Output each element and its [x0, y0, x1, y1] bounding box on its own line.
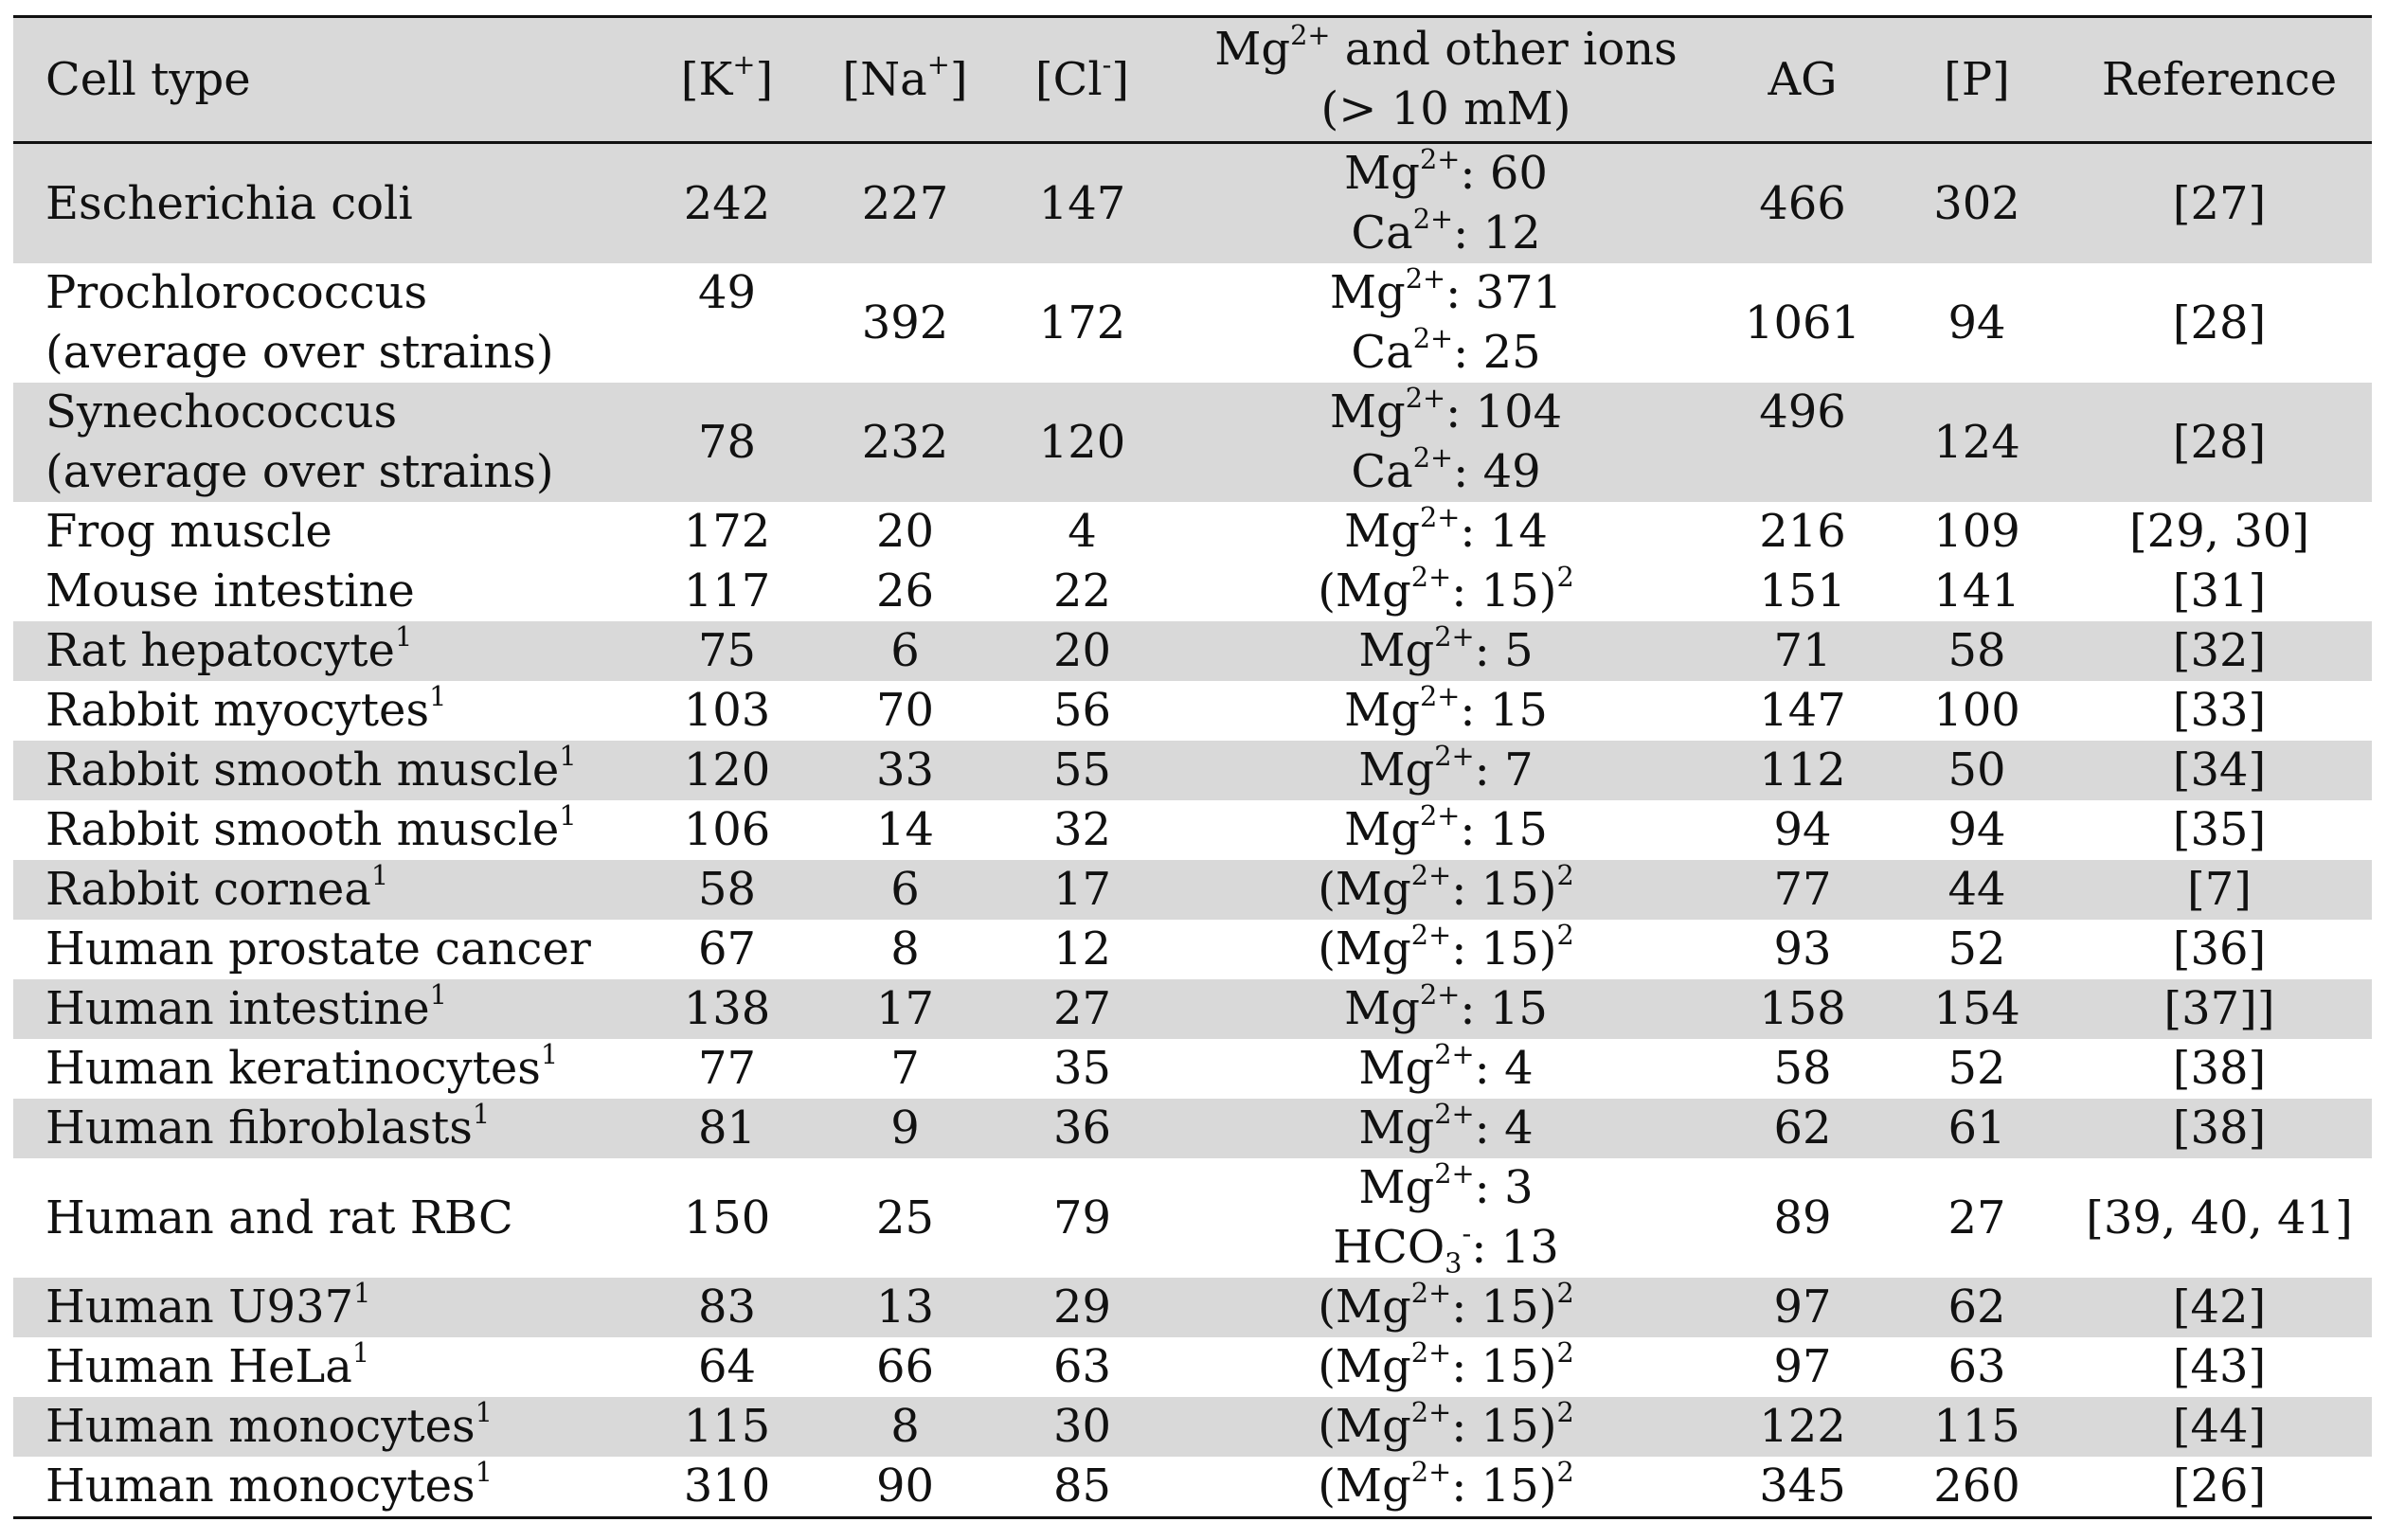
other-ions-cell — [1174, 143, 1718, 264]
potassium-cell: 58 — [697, 863, 757, 916]
cell-type-cell-line: Rat hepatocyte$^1$ — [45, 619, 413, 677]
table-row — [13, 1039, 2372, 1099]
header-sodium: [Na+] — [819, 17, 991, 143]
reference-cell: [33] — [2172, 684, 2267, 737]
other-ions-cell-line: $Mg^{2+}$: 15 — [1344, 977, 1548, 1035]
potassium-cell: 115 — [683, 1400, 771, 1453]
reference-cell: [35] — [2172, 803, 2267, 856]
chloride-cell: 29 — [1052, 1280, 1112, 1334]
cell-type-cell — [13, 383, 635, 502]
cell-type-cell — [13, 1457, 635, 1518]
other-ions-cell — [1174, 383, 1718, 502]
other-ions-cell — [1174, 1039, 1718, 1099]
cell-type-cell-line: Human $U937^1$ — [45, 1276, 371, 1334]
anion-gap-cell: 345 — [1718, 1457, 1887, 1518]
reference-cell: [44] — [2172, 1400, 2267, 1453]
reference-cell: [29, 30] — [2128, 505, 2310, 558]
other-ions-cell — [1174, 263, 1718, 383]
other-ions-cell-line: $Mg^{2+}$: 15 — [1344, 679, 1548, 737]
cell-type-cell-line: Rabbit smooth muscle$^1$ — [45, 798, 577, 856]
other-ions-cell — [1174, 979, 1718, 1039]
potassium-cell: 172 — [683, 505, 771, 558]
other-ions-cell-line: ($Mg^{2+}$: 15)$^2$ — [1318, 918, 1574, 976]
phosphate-cell: 44 — [1947, 863, 2006, 916]
cell-type-cell-line: (average over strains) — [45, 445, 554, 498]
potassium-cell: 150 — [683, 1191, 771, 1245]
phosphate-cell: 58 — [1947, 624, 2006, 677]
reference-cell: [26] — [2067, 1457, 2372, 1518]
cell-type-cell-line: Frog muscle — [45, 505, 332, 558]
other-ions-cell-line: $Mg^{2+}$: 15 — [1344, 798, 1548, 856]
anion-gap-cell: 151 — [1759, 564, 1846, 618]
cell-type-cell — [13, 1099, 635, 1158]
cell-type-cell-line: Human and rat RBC — [45, 1191, 513, 1245]
cell-type-cell — [13, 860, 635, 920]
chloride-cell: 55 — [1052, 743, 1112, 797]
cell-type-cell-line: Human prostate cancer — [45, 922, 591, 976]
table-row — [13, 1278, 2372, 1337]
cell-type-cell-line: Mouse intestine — [45, 564, 415, 618]
sodium-cell: 392 — [861, 295, 949, 349]
potassium-cell: 64 — [697, 1340, 757, 1393]
header-phosphate: [P] — [1887, 17, 2067, 143]
anion-gap-cell: 77 — [1773, 863, 1832, 916]
phosphate-cell: 100 — [1933, 684, 2020, 737]
cell-type-cell — [13, 1278, 635, 1337]
anion-gap-cell: 62 — [1773, 1101, 1832, 1155]
phosphate-cell: 115 — [1933, 1400, 2020, 1453]
chloride-cell: 30 — [1052, 1400, 1112, 1453]
cell-type-cell — [13, 502, 635, 562]
anion-gap-cell: 122 — [1759, 1400, 1846, 1453]
cell-type-cell-line: Prochlorococcus — [45, 266, 428, 319]
anion-gap-cell: 496 — [1759, 385, 1846, 439]
phosphate-cell: 50 — [1947, 743, 2006, 797]
anion-gap-cell: 466 — [1759, 176, 1846, 230]
cell-type-cell-line: Escherichia coli — [45, 176, 413, 230]
anion-gap-cell: 97 — [1773, 1280, 1832, 1334]
reference-cell: [38] — [2172, 1042, 2267, 1095]
cell-type-cell-line: Human fibroblasts$^1$ — [45, 1097, 491, 1155]
reference-cell: [27] — [2172, 176, 2267, 230]
reference-cell: [31] — [2172, 564, 2267, 618]
header-other-ions-line2: (> 10 mM) — [1320, 82, 1571, 135]
cell-type-cell-line: Human monocytes$^1$ — [45, 1395, 493, 1453]
chloride-cell: 35 — [1052, 1042, 1112, 1095]
header-other-ions-line1: $Mg^{2+}$ and other ions — [1214, 18, 1678, 76]
header-potassium: [K+] — [635, 17, 819, 143]
potassium-cell: 78 — [697, 415, 757, 469]
cell-type-cell-line: Human HeLa$^1$ — [45, 1335, 370, 1393]
anion-gap-cell: 94 — [1773, 803, 1832, 856]
anion-gap-cell: 58 — [1773, 1042, 1832, 1095]
other-ions-cell-line: $Mg^{2+}$: 4 — [1358, 1097, 1534, 1155]
other-ions-cell — [1174, 502, 1718, 562]
phosphate-cell: 109 — [1933, 505, 2020, 558]
cell-type-cell-line: Human keratinocytes$^1$ — [45, 1037, 559, 1095]
cell-type-cell — [13, 681, 635, 741]
cell-type-cell-line: Rabbit smooth muscle$^1$ — [45, 739, 577, 797]
phosphate-cell: 124 — [1933, 415, 2020, 469]
potassium-cell: 117 — [683, 564, 771, 618]
other-ions-cell-line: $Ca^{2+}$: 12 — [1351, 202, 1541, 260]
anion-gap-cell: 97 — [1773, 1340, 1832, 1393]
other-ions-cell — [1174, 1158, 1718, 1278]
table-row — [13, 143, 2372, 264]
cell-type-cell-line: Rabbit cornea$^1$ — [45, 858, 389, 916]
phosphate-cell: 260 — [1887, 1457, 2067, 1518]
anion-gap-cell: 216 — [1759, 505, 1846, 558]
other-ions-cell-line: ($Mg^{2+}$: 15)$^2$ — [1318, 858, 1574, 916]
header-cell-type: Cell type — [13, 17, 635, 143]
table-row — [13, 621, 2372, 681]
other-ions-cell-line: $Mg^{2+}$: 3 — [1358, 1156, 1534, 1214]
potassium-cell: 49 — [697, 266, 757, 319]
reference-cell: [37]] — [2163, 982, 2275, 1035]
phosphate-cell: 302 — [1933, 176, 2020, 230]
header-other-ions — [1174, 17, 1718, 143]
sodium-cell: 8 — [890, 922, 920, 976]
sodium-cell: 66 — [875, 1340, 935, 1393]
other-ions-cell — [1174, 1397, 1718, 1457]
cell-type-cell — [13, 562, 635, 621]
anion-gap-cell: 1061 — [1744, 295, 1861, 349]
reference-cell: [42] — [2172, 1280, 2267, 1334]
other-ions-cell-line: $Mg^{2+}$: 104 — [1329, 381, 1563, 439]
other-ions-cell — [1174, 1457, 1718, 1518]
cell-type-cell — [13, 979, 635, 1039]
table-row — [13, 741, 2372, 800]
phosphate-cell: 94 — [1947, 295, 2006, 349]
chloride-cell: 172 — [1038, 295, 1126, 349]
table-row — [13, 1397, 2372, 1457]
cell-type-cell-line: Synechococcus — [45, 385, 398, 439]
cell-type-cell — [13, 1158, 635, 1278]
sodium-cell: 20 — [875, 505, 935, 558]
anion-gap-cell: 158 — [1759, 982, 1846, 1035]
table-row — [13, 1337, 2372, 1397]
cell-type-cell — [13, 920, 635, 979]
table-row — [13, 263, 2372, 383]
reference-cell: [38] — [2172, 1101, 2267, 1155]
potassium-cell: 242 — [683, 176, 771, 230]
cell-type-cell — [13, 263, 635, 383]
sodium-cell: 14 — [875, 803, 935, 856]
other-ions-cell — [1174, 681, 1718, 741]
chloride-cell: 27 — [1052, 982, 1112, 1035]
phosphate-cell: 63 — [1947, 1340, 2006, 1393]
reference-cell: [36] — [2172, 922, 2267, 976]
other-ions-cell — [1174, 920, 1718, 979]
other-ions-cell — [1174, 860, 1718, 920]
other-ions-cell — [1174, 1278, 1718, 1337]
potassium-cell: 83 — [697, 1280, 757, 1334]
other-ions-cell-line: $Mg^{2+}$: 60 — [1344, 142, 1548, 200]
other-ions-cell-line: $Mg^{2+}$: 7 — [1358, 739, 1534, 797]
chloride-cell: 120 — [1038, 415, 1126, 469]
sodium-cell: 227 — [861, 176, 949, 230]
phosphate-cell: 61 — [1947, 1101, 2006, 1155]
phosphate-cell: 141 — [1933, 564, 2020, 618]
anion-gap-cell: 71 — [1773, 624, 1832, 677]
cell-type-cell — [13, 1337, 635, 1397]
sodium-cell: 6 — [890, 624, 920, 677]
potassium-cell: 310 — [635, 1457, 819, 1518]
cell-type-cell-line: Human monocytes$^1$ — [45, 1455, 493, 1513]
chloride-cell: 79 — [1052, 1191, 1112, 1245]
sodium-cell: 17 — [875, 982, 935, 1035]
table-row — [13, 562, 2372, 621]
chloride-cell: 56 — [1052, 684, 1112, 737]
sodium-cell: 25 — [875, 1191, 935, 1245]
reference-cell: [34] — [2172, 743, 2267, 797]
sodium-cell: 26 — [875, 564, 935, 618]
anion-gap-cell: 89 — [1773, 1191, 1832, 1245]
table-row — [13, 920, 2372, 979]
phosphate-cell: 94 — [1947, 803, 2006, 856]
reference-cell: [43] — [2172, 1340, 2267, 1393]
table-row — [13, 860, 2372, 920]
cell-type-cell — [13, 741, 635, 800]
potassium-cell: 120 — [683, 743, 771, 797]
other-ions-cell-line: ($Mg^{2+}$: 15)$^2$ — [1318, 560, 1574, 618]
sodium-cell: 13 — [875, 1280, 935, 1334]
chloride-cell: 17 — [1052, 863, 1112, 916]
sodium-cell: 7 — [890, 1042, 920, 1095]
other-ions-cell — [1174, 1337, 1718, 1397]
other-ions-cell-line: ($Mg^{2+}$: 15)$^2$ — [1318, 1335, 1574, 1393]
table-row — [13, 800, 2372, 860]
phosphate-cell: 27 — [1947, 1191, 2006, 1245]
other-ions-cell-line: $Mg^{2+}$: 14 — [1344, 500, 1548, 558]
table-row — [13, 1099, 2372, 1158]
potassium-cell: 67 — [697, 922, 757, 976]
table-row — [13, 979, 2372, 1039]
other-ions-cell-line: $Ca^{2+}$: 49 — [1351, 440, 1541, 498]
other-ions-cell — [1174, 1099, 1718, 1158]
potassium-cell: 103 — [683, 684, 771, 737]
ion-concentration-table — [13, 15, 2372, 1519]
anion-gap-cell: 147 — [1759, 684, 1846, 737]
anion-gap-cell: 93 — [1773, 922, 1832, 976]
cell-type-cell — [13, 621, 635, 681]
table-header-row — [13, 17, 2372, 143]
sodium-cell: 9 — [890, 1101, 920, 1155]
other-ions-cell-line: $Mg^{2+}$: 371 — [1329, 261, 1563, 319]
cell-type-cell — [13, 143, 635, 264]
reference-cell: [32] — [2172, 624, 2267, 677]
header-chloride: [Cl-] — [991, 17, 1174, 143]
reference-cell: [28] — [2172, 295, 2267, 349]
chloride-cell: 63 — [1052, 1340, 1112, 1393]
table-row — [13, 681, 2372, 741]
phosphate-cell: 52 — [1947, 1042, 2006, 1095]
potassium-cell: 106 — [683, 803, 771, 856]
reference-cell: [7] — [2187, 863, 2252, 916]
potassium-cell: 138 — [683, 982, 771, 1035]
header-anion-gap: AG — [1718, 17, 1887, 143]
cell-type-cell — [13, 1397, 635, 1457]
reference-cell: [39, 40, 41] — [2086, 1191, 2353, 1245]
cell-type-cell — [13, 800, 635, 860]
chloride-cell: 12 — [1052, 922, 1112, 976]
other-ions-cell — [1174, 621, 1718, 681]
sodium-cell: 90 — [819, 1457, 991, 1518]
chloride-cell: 85 — [991, 1457, 1174, 1518]
other-ions-cell-line: $HCO_3^-$: 13 — [1333, 1216, 1559, 1280]
sodium-cell: 33 — [875, 743, 935, 797]
potassium-cell: 75 — [697, 624, 757, 677]
sodium-cell: 8 — [890, 1400, 920, 1453]
table-row — [13, 502, 2372, 562]
sodium-cell: 232 — [861, 415, 949, 469]
chloride-cell: 4 — [1068, 505, 1097, 558]
other-ions-cell-line: $Mg^{2+}$: 4 — [1358, 1037, 1534, 1095]
other-ions-cell-line: $Mg^{2+}$: 5 — [1358, 619, 1534, 677]
table-row — [13, 1457, 2372, 1518]
chloride-cell: 32 — [1052, 803, 1112, 856]
other-ions-cell — [1174, 800, 1718, 860]
header-reference: Reference — [2067, 17, 2372, 143]
other-ions-cell-line: ($Mg^{2+}$: 15)$^2$ — [1318, 1455, 1574, 1513]
potassium-cell: 81 — [697, 1101, 757, 1155]
sodium-cell: 70 — [875, 684, 935, 737]
chloride-cell: 22 — [1052, 564, 1112, 618]
table-row — [13, 383, 2372, 502]
reference-cell: [28] — [2172, 415, 2267, 469]
cell-type-cell-line: Human intestine$^1$ — [45, 977, 447, 1035]
other-ions-cell-line: ($Mg^{2+}$: 15)$^2$ — [1318, 1395, 1574, 1453]
phosphate-cell: 52 — [1947, 922, 2006, 976]
other-ions-cell — [1174, 741, 1718, 800]
chloride-cell: 36 — [1052, 1101, 1112, 1155]
table-body — [13, 143, 2372, 1518]
phosphate-cell: 62 — [1947, 1280, 2006, 1334]
chloride-cell: 20 — [1052, 624, 1112, 677]
table-row — [13, 1158, 2372, 1278]
phosphate-cell: 154 — [1933, 982, 2020, 1035]
cell-type-cell — [13, 1039, 635, 1099]
other-ions-cell-line: $Ca^{2+}$: 25 — [1351, 321, 1541, 379]
chloride-cell: 147 — [1038, 176, 1126, 230]
sodium-cell: 6 — [890, 863, 920, 916]
cell-type-cell-line: (average over strains) — [45, 326, 554, 379]
potassium-cell: 77 — [697, 1042, 757, 1095]
anion-gap-cell: 112 — [1759, 743, 1846, 797]
other-ions-cell — [1174, 562, 1718, 621]
cell-type-cell-line: Rabbit myocytes$^1$ — [45, 679, 447, 737]
other-ions-cell-line: ($Mg^{2+}$: 15)$^2$ — [1318, 1276, 1574, 1334]
